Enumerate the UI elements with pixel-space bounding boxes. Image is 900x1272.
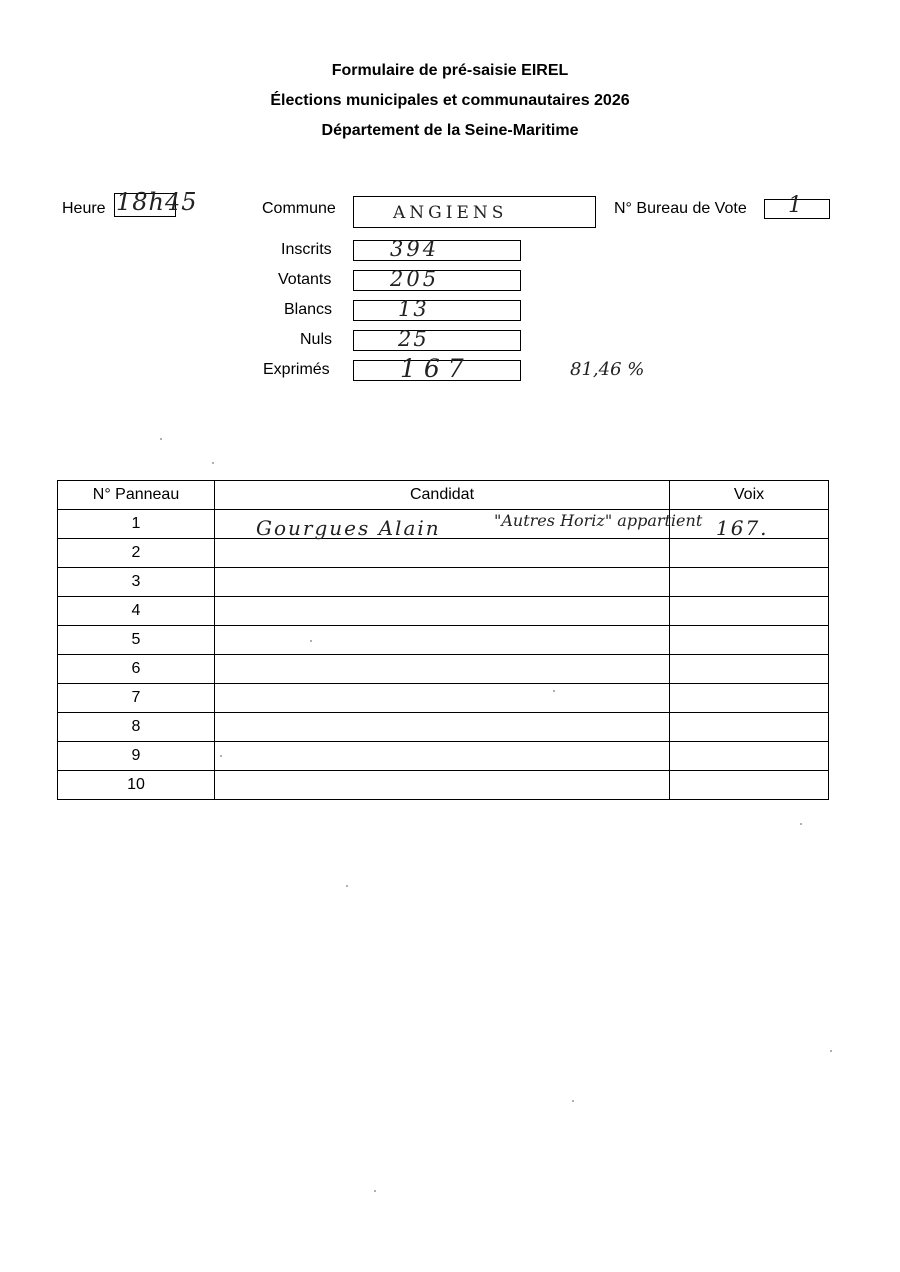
scan-speck (800, 823, 802, 825)
scan-speck (346, 885, 348, 887)
panneau-number: 7 (58, 684, 215, 713)
panneau-number: 9 (58, 742, 215, 771)
inscrits-label: Inscrits (281, 241, 332, 258)
heure-value: 18h45 (116, 188, 198, 216)
votants-label: Votants (278, 271, 332, 288)
candidat-cell[interactable] (215, 742, 670, 771)
panneau-number: 10 (58, 771, 215, 800)
candidat-cell[interactable] (215, 539, 670, 568)
voix-cell[interactable] (670, 684, 829, 713)
scan-speck (553, 690, 555, 692)
voix-cell[interactable] (670, 655, 829, 684)
department-title: Département de la Seine-Maritime (321, 122, 579, 139)
candidat-cell[interactable] (215, 684, 670, 713)
voix-cell[interactable] (670, 568, 829, 597)
scan-speck (830, 1050, 832, 1052)
voix-cell[interactable] (670, 539, 829, 568)
panneau-number: 2 (58, 539, 215, 568)
percent-annotation: 81,46 % (570, 359, 645, 380)
form-title: Formulaire de pré-saisie EIREL (331, 62, 569, 79)
table-row (58, 684, 829, 713)
panneau-number: 4 (58, 597, 215, 626)
table-row (58, 510, 829, 539)
table-row (58, 568, 829, 597)
candidat-cell[interactable] (215, 597, 670, 626)
header-voix: Voix (670, 481, 829, 510)
inscrits-value: 394 (390, 237, 440, 261)
votants-value: 205 (390, 267, 440, 291)
candidat-cell[interactable] (215, 713, 670, 742)
table-row (58, 597, 829, 626)
header-candidat: Candidat (215, 481, 670, 510)
blancs-field[interactable] (353, 300, 521, 321)
voix-cell[interactable] (670, 597, 829, 626)
panneau-number: 3 (58, 568, 215, 597)
voix-cell[interactable] (670, 626, 829, 655)
panneau-number: 5 (58, 626, 215, 655)
table-header-row (58, 481, 829, 510)
nuls-value: 25 (398, 327, 429, 351)
scan-speck (212, 462, 214, 464)
results-table (57, 480, 829, 800)
nuls-field[interactable] (353, 330, 521, 351)
table-row (58, 742, 829, 771)
scan-speck (310, 640, 312, 642)
voix-cell[interactable] (670, 771, 829, 800)
candidate-name-handwritten: Gourgues Alain (256, 516, 441, 540)
scan-speck (220, 755, 222, 757)
exprimes-value: 167 (400, 354, 472, 383)
exprimes-label: Exprimés (263, 361, 330, 378)
candidat-cell[interactable] (215, 655, 670, 684)
commune-value: ANGIENS (393, 203, 508, 223)
candidat-cell[interactable] (215, 568, 670, 597)
blancs-value: 13 (398, 297, 429, 321)
candidat-cell[interactable] (215, 771, 670, 800)
nuls-label: Nuls (300, 331, 333, 348)
header-panneau: N° Panneau (58, 481, 215, 510)
candidat-cell[interactable] (215, 626, 670, 655)
commune-label: Commune (262, 200, 336, 217)
heure-label: Heure (62, 200, 106, 217)
voix-cell[interactable] (670, 742, 829, 771)
candidate-note-handwritten: "Autres Horiz" appartient (494, 511, 703, 530)
table-row (58, 626, 829, 655)
panneau-number: 6 (58, 655, 215, 684)
table-row (58, 539, 829, 568)
scan-speck (374, 1190, 376, 1192)
blancs-label: Blancs (284, 301, 333, 318)
voix-value-handwritten: 167. (716, 516, 769, 540)
bureau-value: 1 (788, 193, 802, 218)
scan-speck (572, 1100, 574, 1102)
panneau-number: 8 (58, 713, 215, 742)
panneau-number: 1 (58, 510, 215, 539)
bureau-label: N° Bureau de Vote (614, 200, 747, 217)
table-row (58, 713, 829, 742)
scan-speck (160, 438, 162, 440)
table-row (58, 655, 829, 684)
election-title: Élections municipales et communautaires 2026 (270, 92, 630, 109)
table-row (58, 771, 829, 800)
voix-cell[interactable] (670, 713, 829, 742)
